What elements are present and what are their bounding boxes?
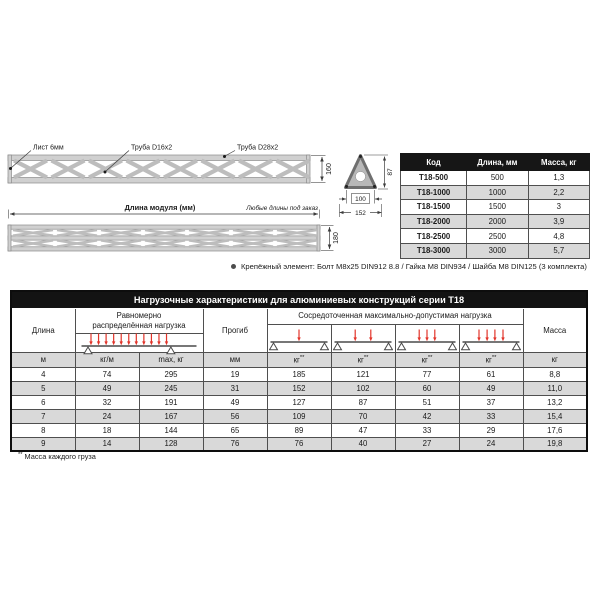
concentrated-load-diagram-1 xyxy=(269,325,329,352)
value-cell: 49 xyxy=(459,381,523,395)
leader-dot xyxy=(104,171,107,174)
value-cell: 8 xyxy=(11,423,75,437)
concentrated-load-diagram-2 xyxy=(333,325,393,352)
value-cell: 19,8 xyxy=(523,437,587,451)
fastener-note-text: Крепёжный элемент: Болт M8x25 DIN912 8.8 / Гайка M8 DIN934 / Шайба M8 DIN125 (3 комплекта) xyxy=(241,262,587,271)
table-row xyxy=(11,367,587,381)
table-row xyxy=(401,200,590,215)
load-diagram-cell xyxy=(268,325,331,352)
value-cell: 152 xyxy=(267,381,331,395)
load-diagram-cell xyxy=(331,325,395,352)
value-cell: 77 xyxy=(395,367,459,381)
truss-side-diagonals xyxy=(14,161,310,178)
value-cell: 128 xyxy=(139,437,203,451)
leader-dot xyxy=(9,167,12,170)
value-cell: 65 xyxy=(203,423,267,437)
value-cell: 185 xyxy=(267,367,331,381)
load-title-row xyxy=(11,291,587,308)
custom-length-note: Любые длины под заказ xyxy=(246,205,318,212)
value-cell: 8,8 xyxy=(523,367,587,381)
code-cell: T18-1500 xyxy=(401,200,467,215)
truss-top-diagonals xyxy=(13,240,317,246)
unit-cell: кг** xyxy=(395,352,459,367)
dim-160-text: 160 xyxy=(326,163,333,175)
dim-180-text: 180 xyxy=(333,232,340,244)
value-cell: 87 xyxy=(331,395,395,409)
corner-dot xyxy=(345,185,348,188)
table-row xyxy=(401,229,590,244)
center-hole xyxy=(356,172,366,182)
concentrated-load-diagram-3 xyxy=(397,325,457,352)
value-cell: 33 xyxy=(459,409,523,423)
value-cell: 4 xyxy=(11,367,75,381)
corner-dot xyxy=(359,155,362,158)
corner-dot xyxy=(373,185,376,188)
value-cell: 7 xyxy=(11,409,75,423)
value-cell: 31 xyxy=(203,381,267,395)
value-cell: 60 xyxy=(395,381,459,395)
value-cell: 167 xyxy=(139,409,203,423)
value-cell: 102 xyxy=(331,381,395,395)
value-cell: 13,2 xyxy=(523,395,587,409)
unit-cell: мм xyxy=(203,352,267,367)
value-cell: 17,6 xyxy=(523,423,587,437)
leader-dot xyxy=(223,155,226,158)
label-tube-large: Труба D28x2 xyxy=(237,144,279,152)
value-cell: 14 xyxy=(75,437,139,451)
dim-152 xyxy=(340,204,382,217)
load-diagram-cell xyxy=(395,325,459,352)
value-cell: 42 xyxy=(395,409,459,423)
dim-module-length xyxy=(9,203,320,219)
code-cell: T18-2500 xyxy=(401,229,467,244)
table-row xyxy=(11,395,587,409)
value-cell: 5 xyxy=(11,381,75,395)
bullet-icon xyxy=(231,264,236,269)
table-row xyxy=(11,437,587,451)
value-cell: 4,8 xyxy=(528,229,589,244)
dim-100-text: 100 xyxy=(355,196,366,203)
value-cell: 74 xyxy=(75,367,139,381)
unit-cell: кг** xyxy=(459,352,523,367)
triangle-profile xyxy=(345,155,376,188)
value-cell: 3,9 xyxy=(528,214,589,229)
value-cell: 191 xyxy=(139,395,203,409)
value-cell: 127 xyxy=(267,395,331,409)
unit-cell: кг/м xyxy=(75,352,139,367)
value-cell: 9 xyxy=(11,437,75,451)
spec-header-mass: Масса, кг xyxy=(528,154,589,171)
distributed-load-label: Равномерно распределённая нагрузка xyxy=(76,309,203,334)
unit-cell: max, кг xyxy=(139,352,203,367)
col-header-mass: Масса xyxy=(523,308,587,352)
value-cell: 5,7 xyxy=(528,243,589,258)
unit-cell: кг** xyxy=(267,352,331,367)
spec-header-length: Длина, мм xyxy=(467,154,528,171)
truss-side-view xyxy=(8,155,310,183)
dim-side-height xyxy=(311,156,333,183)
footnote-text: Масса каждого груза xyxy=(24,452,96,462)
concentrated-load-diagram-4 xyxy=(461,325,521,352)
label-tube-small: Труба D16x2 xyxy=(131,144,173,152)
dim-152-text: 152 xyxy=(355,210,366,217)
load-table xyxy=(10,290,588,452)
code-cell: T18-500 xyxy=(401,171,467,186)
value-cell: 32 xyxy=(75,395,139,409)
value-cell: 49 xyxy=(203,395,267,409)
value-cell: 70 xyxy=(331,409,395,423)
value-cell: 2500 xyxy=(467,229,528,244)
value-cell: 47 xyxy=(331,423,395,437)
table-row xyxy=(401,214,590,229)
value-cell: 24 xyxy=(75,409,139,423)
unit-cell: кг** xyxy=(331,352,395,367)
value-cell: 29 xyxy=(459,423,523,437)
value-cell: 3 xyxy=(528,200,589,215)
value-cell: 61 xyxy=(459,367,523,381)
col-header-length: Длина xyxy=(11,308,75,352)
value-cell: 1,3 xyxy=(528,171,589,186)
table-row xyxy=(11,423,587,437)
value-cell: 27 xyxy=(395,437,459,451)
value-cell: 144 xyxy=(139,423,203,437)
value-cell: 3000 xyxy=(467,243,528,258)
truss-top-diagonals xyxy=(13,230,317,236)
distributed-load-diagram xyxy=(80,329,198,356)
spec-header-row xyxy=(401,154,590,171)
dim-100 xyxy=(339,190,382,204)
value-cell: 6 xyxy=(11,395,75,409)
value-cell: 1000 xyxy=(467,185,528,200)
col-header-deflection: Прогиб xyxy=(203,308,267,352)
code-cell: T18-3000 xyxy=(401,243,467,258)
value-cell: 76 xyxy=(203,437,267,451)
value-cell: 2000 xyxy=(467,214,528,229)
label-sheet: Лист 6мм xyxy=(33,144,64,152)
value-cell: 1500 xyxy=(467,200,528,215)
dim-top-height xyxy=(321,226,340,251)
table-row xyxy=(11,381,587,395)
value-cell: 245 xyxy=(139,381,203,395)
spec-table xyxy=(400,153,590,259)
module-length-label: Длина модуля (мм) xyxy=(124,203,196,212)
value-cell: 40 xyxy=(331,437,395,451)
code-cell: T18-1000 xyxy=(401,185,467,200)
value-cell: 11,0 xyxy=(523,381,587,395)
value-cell: 56 xyxy=(203,409,267,423)
value-cell: 89 xyxy=(267,423,331,437)
table-row xyxy=(11,409,587,423)
value-cell: 18 xyxy=(75,423,139,437)
truss-top-view xyxy=(8,225,320,251)
unit-cell: м xyxy=(11,352,75,367)
value-cell: 109 xyxy=(267,409,331,423)
code-cell: T18-2000 xyxy=(401,214,467,229)
unit-cell: кг xyxy=(523,352,587,367)
value-cell: 2,2 xyxy=(528,185,589,200)
value-cell: 51 xyxy=(395,395,459,409)
fastener-note xyxy=(231,262,587,271)
load-header-row xyxy=(11,308,587,352)
value-cell: 49 xyxy=(75,381,139,395)
cross-section-drawing xyxy=(338,146,400,226)
footnote: ** Масса каждого груза xyxy=(18,452,96,462)
value-cell: 121 xyxy=(331,367,395,381)
value-cell: 24 xyxy=(459,437,523,451)
col-header-distributed xyxy=(75,308,203,352)
table-row xyxy=(401,171,590,186)
value-cell: 76 xyxy=(267,437,331,451)
spec-header-code: Код xyxy=(401,154,467,171)
load-diagram-cell xyxy=(459,325,523,352)
value-cell: 295 xyxy=(139,367,203,381)
value-cell: 15,4 xyxy=(523,409,587,423)
table-row xyxy=(401,185,590,200)
truss-drawings xyxy=(0,140,340,262)
value-cell: 500 xyxy=(467,171,528,186)
col-header-concentrated xyxy=(267,308,523,352)
dim-87-text: 87 xyxy=(387,168,394,176)
value-cell: 33 xyxy=(395,423,459,437)
value-cell: 37 xyxy=(459,395,523,409)
table-row xyxy=(401,243,590,258)
value-cell: 19 xyxy=(203,367,267,381)
concentrated-load-label: Сосредоточенная максимально-допустимая нагрузка xyxy=(268,309,523,325)
load-table-title: Нагрузочные характеристики для алюминиевых конструкций серии Т18 xyxy=(11,291,587,308)
